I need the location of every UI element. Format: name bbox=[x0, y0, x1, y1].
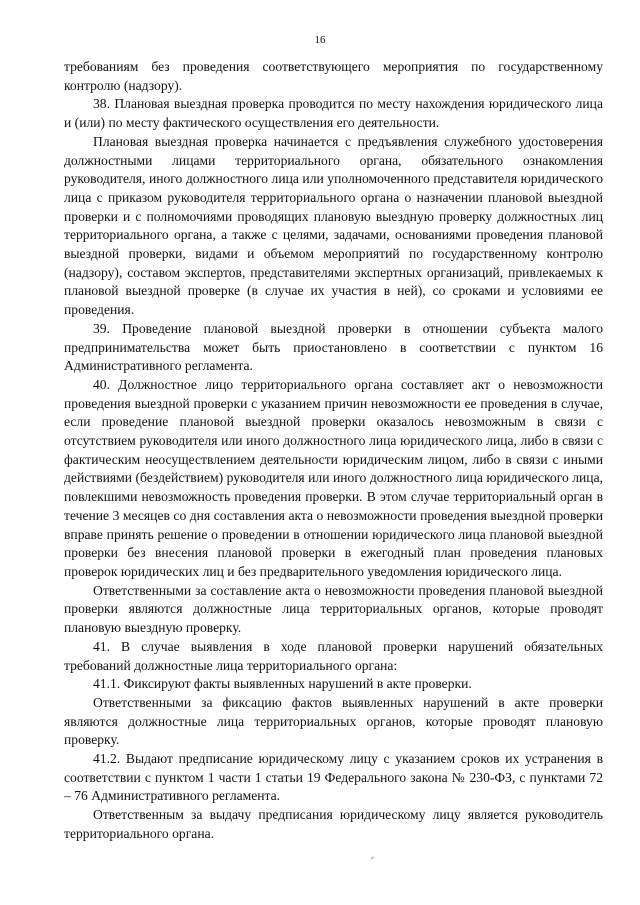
paragraph-41-2: 41.2. Выдают предписание юридическому лицу с указанием сроков их устранения в соответствии с пунктом 1 части 1 статьи 19 Федерального закона № 230-ФЗ, с пунктами 72 – 76 Административного регламента. bbox=[64, 751, 603, 804]
paragraph-40: 40. Должностное лицо территориального органа составляет акт о невозможности проведения выездной проверки с указанием причин невозможности ее проведения в случае, если проведение плановой выездной проверки оказалось невозможным в связи с отсутствием руководителя или иного должностного лица юридического лица, либо в связи с фактическим неосуществлением деятельности юридическим лицом, либо в связи с иными действиями (бездействием) руководителя или иного должностного лица юридического лица, повлекшими невозможность проведения проверки. В этом случае территориальный орган в течение 3 месяцев со дня составления акта о невозможности проведения выездной проверки вправе принять решение о проведении в отношении юридического лица плановой выездной проверки без внесения плановой проверки в ежегодный план проведения плановых проверок юридических лиц и без предварительного уведомления юридического лица. bbox=[64, 376, 603, 579]
paragraph-40-responsible: Ответственными за составление акта о невозможности проведения плановой выездной проверки являются должностные лица территориальных органов, которые проводят плановую выездную проверку. bbox=[64, 582, 603, 636]
paragraph-41-2-responsible: Ответственным за выдачу предписания юридическому лицу является руководитель территориального органа. bbox=[64, 807, 603, 841]
paragraph-41-1-responsible: Ответственными за фиксацию фактов выявленных нарушений в акте проверки являются должностные лица территориальных органов, которые проводят плановую проверку. bbox=[64, 694, 603, 748]
page-number: 16 bbox=[314, 34, 326, 46]
paragraph-38-start: Плановая выездная проверка начинается с предъявления служебного удостоверения должностными лицами территориального органа, обязательного ознакомления руководителя, иного должностного лица или уполномоченного представителя юридического лица с приказом руководителя территориального органа о назначении плановой выездной проверки и с полномочиями проводящих плановую выездную проверку должностных лиц территориального органа, а также с целями, задачами, основаниями проведения плановой выездной проверки, видами и объемом мероприятий по государственному контролю (надзору), составом экспертов, представителями экспертных организаций, привлекаемых к плановой выездной проверке (в случае их участия в ней), со сроками и условиями ее проведения. bbox=[64, 133, 603, 318]
paragraph-39: 39. Проведение плановой выездной проверки в отношении субъекта малого предпринимательства может быть приостановлено в соответствии с пунктом 16 Административного регламента. bbox=[64, 320, 603, 374]
scan-artifact bbox=[371, 856, 375, 859]
paragraph-41-1: 41.1. Фиксируют факты выявленных нарушений в акте проверки. bbox=[93, 676, 472, 692]
paragraph-41: 41. В случае выявления в ходе плановой проверки нарушений обязательных требований должностные лица территориального органа: bbox=[64, 638, 603, 673]
document-body bbox=[64, 58, 603, 844]
paragraph-continuation: требованиям без проведения соответствующего мероприятия по государственному контролю (надзору). bbox=[64, 59, 603, 93]
paragraph-38: 38. Плановая выездная проверка проводится по месту нахождения юридического лица и (или) по месту фактического осуществления его деятельности. bbox=[64, 96, 603, 131]
